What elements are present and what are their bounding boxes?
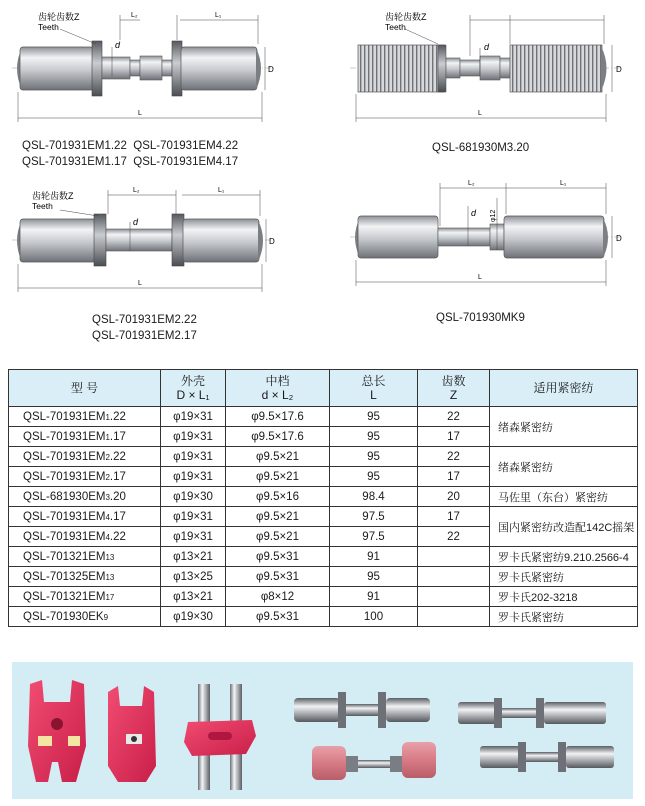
drawing-3 xyxy=(12,187,275,292)
cell-teeth xyxy=(418,607,490,627)
caption-3-line1: QSL-701931EM2.22 xyxy=(92,314,197,326)
model-base: QSL-701931EM xyxy=(23,450,106,463)
dim-l1-1: L₁ xyxy=(215,12,222,19)
model-sub: 4 xyxy=(105,532,110,542)
model-sub: 9 xyxy=(103,612,109,622)
cell-model xyxy=(9,467,161,487)
cell-model xyxy=(9,547,161,567)
cell-mid: φ9.5×31 xyxy=(226,547,330,567)
cell-shell: φ19×31 xyxy=(161,427,226,447)
cell-model xyxy=(9,587,161,607)
cell-mid: φ8×12 xyxy=(226,587,330,607)
cell-shell: φ13×21 xyxy=(161,547,226,567)
cell-application: 国内紧密纺改造配142C摇架 xyxy=(490,507,638,547)
cell-teeth: 17 xyxy=(418,467,490,487)
cell-teeth xyxy=(418,547,490,567)
dim-D-1: D xyxy=(268,65,274,74)
model-sub: 3 xyxy=(105,492,110,502)
drawing-4 xyxy=(350,180,622,286)
teeth-label-cn-3: 齿轮齿数Z xyxy=(32,191,74,201)
table-row xyxy=(9,507,638,527)
cell-application: 罗卡氏紧密纺 xyxy=(490,607,638,627)
table-row xyxy=(9,587,638,607)
cell-length: 95 xyxy=(330,427,418,447)
cell-shell: φ13×21 xyxy=(161,587,226,607)
model-base: QSL-701321EM xyxy=(23,550,106,563)
model-sub: 1 xyxy=(105,412,110,422)
header-shell xyxy=(161,370,226,407)
header-shell-cn: 外壳 xyxy=(180,374,205,388)
model-base: QSL-701931EM xyxy=(23,510,106,523)
teeth-label-cn-1: 齿轮齿数Z xyxy=(38,12,80,22)
dim-L-1: L xyxy=(138,110,142,117)
caption-1d: QSL-701931EM4.17 xyxy=(133,156,239,168)
model-base: QSL-701931EM xyxy=(23,530,106,543)
dim-L-4: L xyxy=(478,274,482,281)
cell-teeth: 17 xyxy=(418,427,490,447)
cell-length: 95 xyxy=(330,447,418,467)
table-row xyxy=(9,607,638,627)
caption-1-line1 xyxy=(22,138,238,154)
drawing-1 xyxy=(12,11,275,122)
cell-mid: φ9.5×16 xyxy=(226,487,330,507)
header-teeth-cn: 齿数 xyxy=(441,374,466,388)
model-sub: 13 xyxy=(105,552,115,562)
model-sub: 1 xyxy=(105,432,110,442)
dim-D-4: D xyxy=(616,234,622,243)
cell-application: 马佐里（东台）紧密纺 xyxy=(490,487,638,507)
cell-model xyxy=(9,407,161,427)
header-length-en: L xyxy=(370,388,377,402)
cell-mid: φ9.5×21 xyxy=(226,507,330,527)
cell-mid: φ9.5×21 xyxy=(226,447,330,467)
cell-mid: φ9.5×17.6 xyxy=(226,407,330,427)
caption-2: QSL-681930M3.20 xyxy=(432,142,530,154)
model-suffix: .20 xyxy=(109,490,126,503)
cell-teeth xyxy=(418,587,490,607)
caption-1a: QSL-701931EM1.22 xyxy=(22,140,127,152)
table-row xyxy=(9,447,638,467)
product-photos-art xyxy=(12,662,633,799)
model-sub: 17 xyxy=(105,592,115,602)
dim-d-4: d xyxy=(471,208,477,218)
header-teeth xyxy=(418,370,490,407)
caption-4: QSL-701930MK9 xyxy=(436,312,525,324)
dim-D-2: D xyxy=(616,65,622,74)
model-base: QSL-701325EM xyxy=(23,570,106,583)
caption-1c: QSL-701931EM1.17 xyxy=(22,156,127,168)
teeth-label-en-3: Teeth xyxy=(32,201,53,211)
drawing-2 xyxy=(350,11,622,122)
cell-teeth: 22 xyxy=(418,527,490,547)
model-sub: 4 xyxy=(105,512,110,522)
header-teeth-en: Z xyxy=(449,388,458,402)
cell-teeth: 22 xyxy=(418,447,490,467)
model-base: QSL-701931EM xyxy=(23,430,106,443)
model-sub: 2 xyxy=(105,472,110,482)
cell-length: 97.5 xyxy=(330,527,418,547)
cell-length: 98.4 xyxy=(330,487,418,507)
teeth-label-en-2: Teeth xyxy=(385,22,406,32)
model-suffix: .17 xyxy=(109,470,126,483)
dim-L-2: L xyxy=(478,110,482,117)
model-base: QSL-701930EK xyxy=(23,610,104,623)
shaft-pair-right xyxy=(458,698,614,772)
model-base: QSL-701321EM xyxy=(23,590,106,603)
header-length xyxy=(330,370,418,407)
cell-mid: φ9.5×31 xyxy=(226,567,330,587)
cell-teeth xyxy=(418,567,490,587)
caption-1b: QSL-701931EM4.22 xyxy=(133,140,239,152)
bracket-with-rods xyxy=(184,684,256,790)
cell-shell: φ19×31 xyxy=(161,407,226,427)
cell-teeth: 20 xyxy=(418,487,490,507)
dim-l2-3: L₂ xyxy=(133,187,140,194)
product-photos xyxy=(12,662,633,799)
cell-application: 绪森紧密纺 xyxy=(490,407,638,447)
caption-3-line2: QSL-701931EM2.17 xyxy=(92,330,197,342)
model-suffix: .22 xyxy=(109,410,126,423)
header-shell-en: D × L₁ xyxy=(176,388,210,402)
cell-teeth: 22 xyxy=(418,407,490,427)
dim-d-1: d xyxy=(115,40,121,50)
technical-drawings xyxy=(0,0,645,360)
cell-length: 100 xyxy=(330,607,418,627)
cradle-part-2 xyxy=(108,686,156,782)
model-base: QSL-701931EM xyxy=(23,410,106,423)
cell-shell: φ19×30 xyxy=(161,607,226,627)
caption-1-line2 xyxy=(22,154,238,170)
cradle-part-1 xyxy=(28,680,86,782)
cell-shell: φ19×31 xyxy=(161,507,226,527)
cell-length: 95 xyxy=(330,467,418,487)
dim-l1-4: L₁ xyxy=(560,180,567,187)
header-application xyxy=(490,370,638,407)
model-base: QSL-681930EM xyxy=(23,490,106,503)
cell-application: 绪森紧密纺 xyxy=(490,447,638,487)
model-suffix: .17 xyxy=(109,510,126,523)
cell-length: 95 xyxy=(330,567,418,587)
table-row xyxy=(9,547,638,567)
spec-table xyxy=(8,369,638,627)
table-row xyxy=(9,567,638,587)
cell-application: 罗卡氏紧密纺9.210.2566-4 xyxy=(490,547,638,567)
model-suffix: .22 xyxy=(109,450,126,463)
header-mid-cn: 中档 xyxy=(265,374,290,388)
teeth-label-cn-2: 齿轮齿数Z xyxy=(385,12,427,22)
shaft-assembly-top xyxy=(294,692,430,728)
cell-model xyxy=(9,567,161,587)
header-model xyxy=(9,370,161,407)
cell-shell: φ19×31 xyxy=(161,467,226,487)
table-header-row xyxy=(9,370,638,407)
table-row xyxy=(9,407,638,427)
cell-mid: φ9.5×21 xyxy=(226,527,330,547)
dim-l1-3: L₁ xyxy=(218,187,225,194)
dim-D-3: D xyxy=(269,237,275,246)
cell-length: 91 xyxy=(330,547,418,567)
dim-d-2: d xyxy=(484,42,490,52)
cell-shell: φ19×31 xyxy=(161,527,226,547)
cell-mid: φ9.5×21 xyxy=(226,467,330,487)
cell-length: 97.5 xyxy=(330,507,418,527)
cell-shell: φ13×25 xyxy=(161,567,226,587)
cell-shell: φ19×31 xyxy=(161,447,226,467)
cell-model xyxy=(9,507,161,527)
cell-length: 91 xyxy=(330,587,418,607)
cell-mid: φ9.5×31 xyxy=(226,607,330,627)
header-model-text: 型 号 xyxy=(70,381,99,395)
dim-l2-1: L₂ xyxy=(131,12,138,19)
dim-phi12-4: φ12 xyxy=(490,209,497,222)
cell-model xyxy=(9,427,161,447)
dim-d-3: d xyxy=(133,217,139,227)
cell-length: 95 xyxy=(330,407,418,427)
header-mid-en: d × L₂ xyxy=(261,388,294,402)
model-base: QSL-701931EM xyxy=(23,470,106,483)
header-application-text: 适用紧密纺 xyxy=(533,381,594,395)
cell-application: 罗卡氏202-3218 xyxy=(490,587,638,607)
header-mid xyxy=(226,370,330,407)
dim-L-3: L xyxy=(138,280,142,287)
table-row xyxy=(9,487,638,507)
header-length-cn: 总长 xyxy=(361,374,386,388)
cell-teeth: 17 xyxy=(418,507,490,527)
dim-l2-4: L₂ xyxy=(468,180,475,187)
model-sub: 2 xyxy=(105,452,110,462)
model-sub: 13 xyxy=(105,572,115,582)
model-suffix: .17 xyxy=(109,430,126,443)
top-roller-assembly xyxy=(312,742,436,780)
cell-mid: φ9.5×17.6 xyxy=(226,427,330,447)
cell-shell: φ19×30 xyxy=(161,487,226,507)
cell-application: 罗卡氏紧密纺 xyxy=(490,567,638,587)
cell-model xyxy=(9,607,161,627)
teeth-label-en-1: Teeth xyxy=(38,22,59,32)
cell-model xyxy=(9,447,161,467)
model-suffix: .22 xyxy=(109,530,126,543)
cell-model xyxy=(9,487,161,507)
cell-model xyxy=(9,527,161,547)
